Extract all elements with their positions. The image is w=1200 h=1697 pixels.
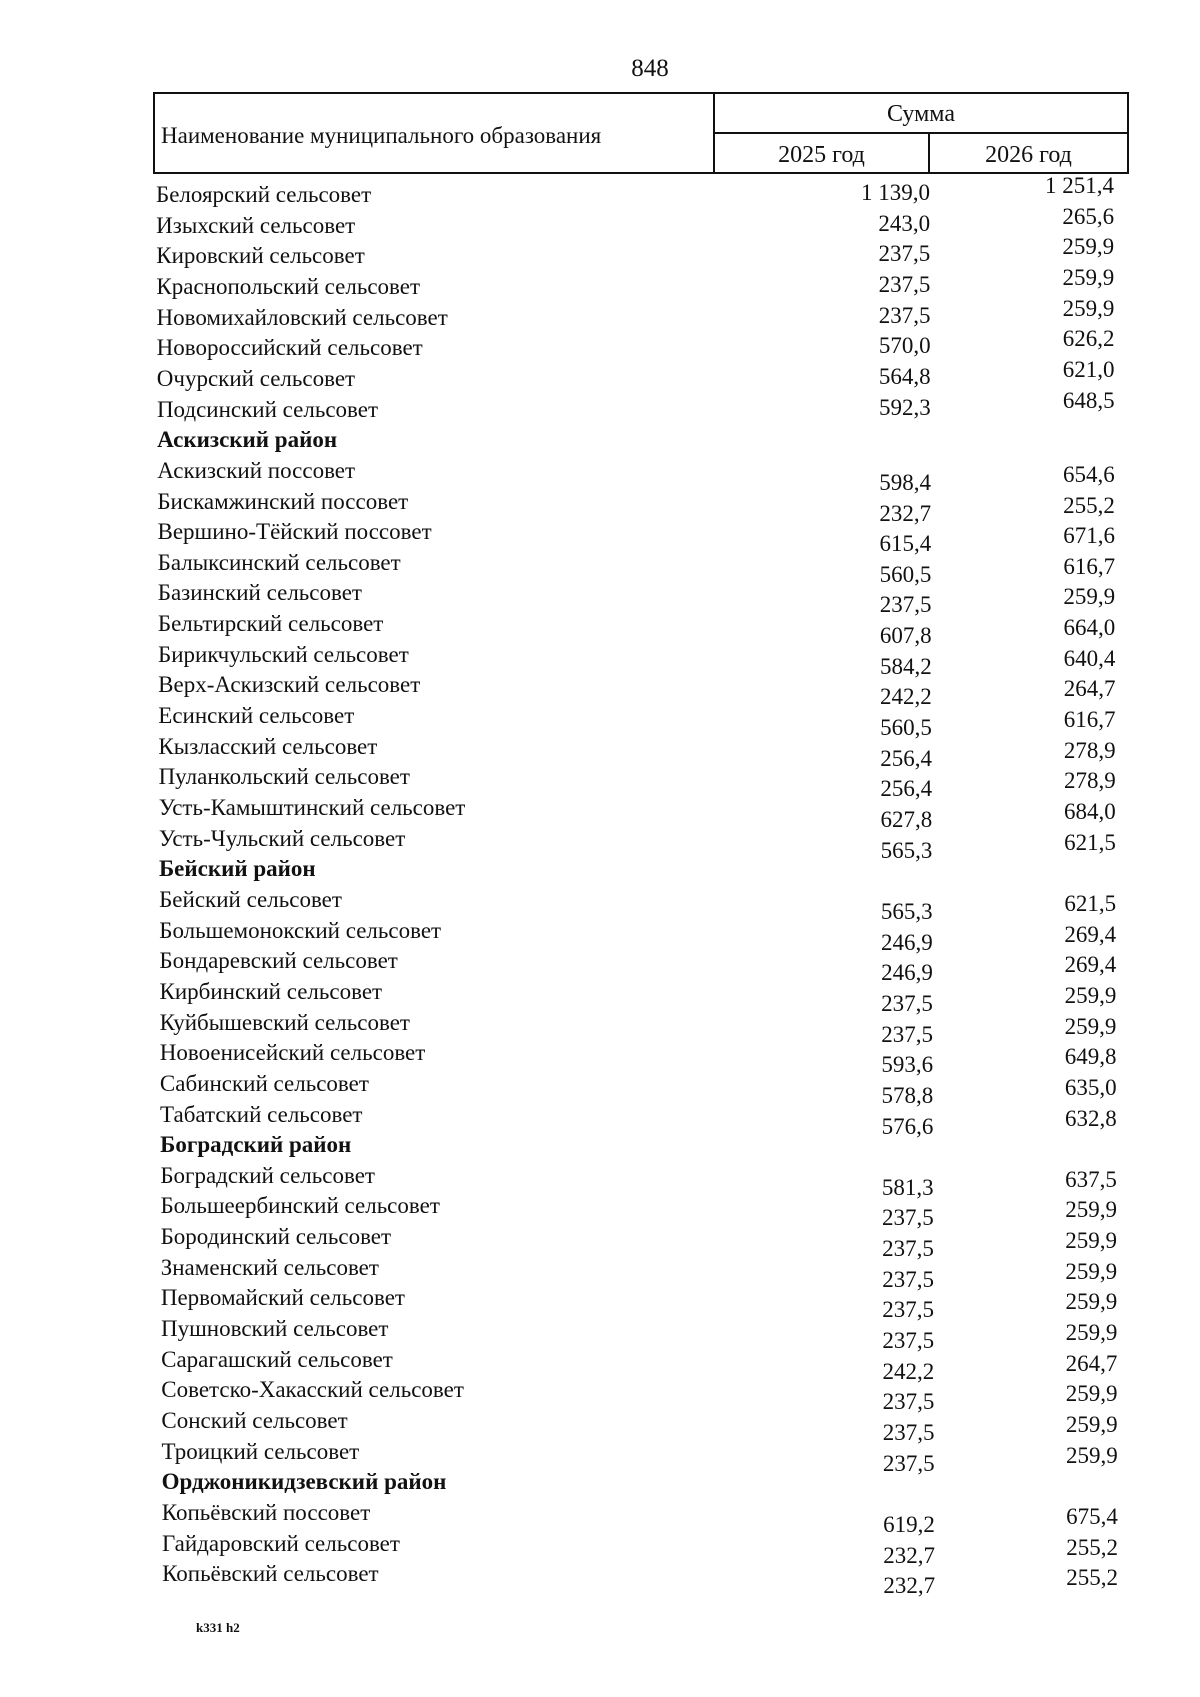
municipality-name: Первомайский сельсовет: [160, 1285, 405, 1311]
value-2025: 619,2: [883, 1511, 935, 1537]
table-row: [0, 1408, 1200, 1445]
value-2026: 259,9: [1065, 1442, 1118, 1468]
table-row: [0, 611, 1200, 649]
table-row: [0, 1101, 1200, 1139]
value-2026: 255,2: [1066, 1534, 1118, 1560]
value-2026: 664,0: [1063, 615, 1116, 641]
municipality-name: Новороссийский сельсовет: [156, 335, 423, 361]
municipality-name: Верх-Аскизский сельсовет: [158, 672, 421, 698]
value-2025: 237,5: [878, 241, 931, 267]
value-2025: 584,2: [879, 653, 932, 679]
value-2026: 259,9: [1065, 1320, 1118, 1346]
value-2026: 278,9: [1063, 768, 1116, 794]
value-2026: 616,7: [1063, 707, 1116, 733]
value-2026: 259,9: [1065, 1381, 1118, 1407]
table-row: [0, 1346, 1200, 1384]
value-2025: 237,5: [882, 1389, 935, 1415]
value-2025: 581,3: [881, 1174, 934, 1200]
table-row: [0, 917, 1200, 955]
municipality-name: Сонский сельсовет: [161, 1408, 348, 1433]
municipality-name: Изыхский сельсовет: [156, 212, 356, 238]
municipality-name: Вершино-Тёйский поссовет: [157, 519, 432, 545]
municipality-name: Гайдаровский сельсовет: [161, 1530, 400, 1556]
value-2026: 259,9: [1062, 234, 1115, 260]
municipality-name: Куйбышевский сельсовет: [159, 1009, 410, 1035]
district-heading-row: [0, 1132, 1200, 1162]
value-2026: 626,2: [1062, 326, 1115, 352]
municipality-name: Очурский сельсовет: [156, 365, 356, 391]
value-2026: 259,9: [1065, 1412, 1118, 1437]
district-heading-row: [0, 1469, 1200, 1499]
value-2025: 237,5: [881, 1021, 934, 1047]
table-row: [0, 672, 1200, 710]
table-row: [0, 886, 1200, 924]
municipality-name: Новомихайловский сельсовет: [156, 304, 448, 330]
municipality-name: Большеербинский сельсовет: [160, 1193, 440, 1219]
value-2025: 242,2: [882, 1358, 935, 1384]
document-code: k331 h2: [196, 1620, 240, 1635]
value-2026: 649,8: [1064, 1044, 1117, 1070]
value-2026: 255,2: [1066, 1565, 1119, 1591]
value-2025: 237,5: [882, 1420, 935, 1445]
table-row: [0, 703, 1200, 741]
value-2025: 242,2: [880, 684, 932, 710]
table-row: [0, 387, 1200, 427]
value-2025: 237,5: [879, 592, 932, 618]
value-2025: 237,5: [881, 1205, 934, 1231]
value-2026: 654,6: [1063, 461, 1115, 487]
column-header-2025: 2025 год: [715, 134, 930, 174]
value-2025: 256,4: [880, 776, 933, 802]
value-2025: 615,4: [879, 531, 932, 557]
table-row: [0, 1316, 1200, 1354]
column-header-sum: Сумма: [715, 94, 1127, 134]
table-row: [0, 1438, 1200, 1476]
district-heading-row: [0, 427, 1200, 457]
value-2026: 648,5: [1062, 387, 1115, 413]
table-row: [0, 1254, 1200, 1292]
value-2025: 237,5: [882, 1266, 934, 1292]
value-2025: 243,0: [878, 210, 931, 236]
value-2026: 621,5: [1064, 890, 1117, 916]
value-2025: 237,5: [882, 1236, 934, 1262]
value-2026: 635,0: [1064, 1074, 1117, 1100]
district-heading: Боградский район: [160, 1132, 352, 1158]
table-row: [0, 549, 1200, 587]
municipality-name: Бискамжинский поссовет: [157, 488, 409, 514]
value-2025: 592,3: [879, 394, 931, 420]
value-2026: 259,9: [1062, 295, 1115, 321]
table-row: [0, 1040, 1200, 1078]
value-2025: 560,5: [879, 561, 932, 587]
value-2026: 640,4: [1063, 645, 1116, 671]
value-2025: 232,7: [879, 500, 932, 526]
value-2026: 269,4: [1064, 952, 1117, 978]
value-2026: 632,8: [1064, 1105, 1117, 1131]
value-2025: 256,4: [880, 745, 933, 771]
value-2025: 564,8: [878, 363, 931, 389]
value-2025: 578,8: [881, 1082, 934, 1108]
value-2025: 232,7: [883, 1542, 935, 1568]
municipality-name: Знаменский сельсовет: [160, 1254, 379, 1280]
municipality-name: Боградский сельсовет: [160, 1162, 375, 1188]
district-heading: Орджоникидзевский район: [161, 1469, 447, 1495]
municipality-name: Большемонокский сельсовет: [159, 917, 442, 943]
table-row: [0, 519, 1200, 557]
district-heading-row: [0, 856, 1200, 886]
table-row: [0, 1285, 1200, 1323]
value-2025: 598,4: [879, 469, 931, 495]
municipality-name: Кировский сельсовет: [156, 243, 365, 269]
table-row: [0, 1499, 1200, 1537]
value-2025: 560,5: [880, 715, 932, 741]
value-2025: 565,3: [880, 837, 933, 863]
municipality-name: Новоенисейский сельсовет: [159, 1040, 426, 1066]
district-heading: Аскизский район: [157, 427, 338, 453]
municipality-name: Краснопольский сельсовет: [156, 273, 421, 299]
municipality-name: Копьёвский поссовет: [161, 1499, 371, 1525]
municipality-name: Бирикчульский сельсовет: [158, 641, 409, 667]
table-row: [0, 457, 1200, 495]
column-header-name: Наименование муниципального образования: [155, 94, 715, 172]
value-2025: 246,9: [881, 960, 933, 986]
municipality-name: Подсинский сельсовет: [156, 396, 379, 422]
value-2026: 259,9: [1062, 264, 1115, 290]
municipality-name: Троицкий сельсовет: [161, 1438, 360, 1464]
municipality-name: Усть-Чульский сельсовет: [158, 825, 406, 851]
value-2026: 259,9: [1064, 1013, 1117, 1039]
value-2025: 1 139,0: [861, 180, 930, 205]
value-2026: 616,7: [1063, 553, 1116, 579]
table-row: [0, 488, 1200, 526]
table-row: [0, 1162, 1200, 1200]
table-row: [0, 1224, 1200, 1262]
value-2026: 265,6: [1062, 203, 1115, 229]
value-2025: 246,9: [880, 929, 933, 955]
value-2026: 259,9: [1065, 1197, 1117, 1223]
value-2025: 565,3: [880, 898, 933, 924]
municipality-name: Кызласский сельсовет: [158, 733, 378, 759]
municipality-name: Копьёвский сельсовет: [162, 1561, 379, 1587]
value-2025: 237,5: [882, 1328, 935, 1354]
municipality-name: Пушновский сельсовет: [160, 1316, 389, 1342]
municipality-name: Пуланкольский сельсовет: [158, 764, 410, 790]
value-2025: 237,5: [882, 1297, 935, 1323]
value-2026: 637,5: [1065, 1166, 1117, 1192]
value-2026: 259,9: [1065, 1228, 1118, 1254]
municipality-name: Бондаревский сельсовет: [159, 948, 398, 974]
municipality-name: Сабинский сельсовет: [159, 1070, 369, 1096]
table-row: [0, 825, 1200, 863]
value-2026: 264,7: [1065, 1350, 1118, 1376]
municipality-name: Бородинский сельсовет: [160, 1224, 392, 1250]
municipality-name: Табатский сельсовет: [160, 1101, 363, 1127]
table-row: [0, 1193, 1200, 1231]
value-2026: 259,9: [1065, 1258, 1118, 1284]
municipality-name: Аскизский поссовет: [157, 457, 356, 483]
value-2026: 621,5: [1064, 829, 1116, 855]
table-row: [0, 948, 1200, 986]
value-2026: 278,9: [1063, 737, 1116, 763]
value-2025: 570,0: [878, 333, 931, 359]
municipality-name: Усть-Камыштинский сельсовет: [158, 795, 466, 820]
value-2026: 259,9: [1064, 982, 1117, 1008]
page-number: 848: [631, 55, 669, 82]
table-row: [0, 733, 1200, 771]
table-row: [0, 795, 1200, 832]
value-2026: 259,9: [1065, 1289, 1118, 1315]
table-row: [0, 1530, 1200, 1568]
column-header-2026: 2026 год: [985, 142, 1072, 168]
value-2026: 264,7: [1063, 676, 1116, 702]
municipality-name: Советско-Хакасский сельсовет: [161, 1377, 464, 1403]
district-heading: Бейский район: [158, 856, 316, 882]
value-2025: 232,7: [883, 1573, 936, 1599]
municipality-name: Бейский сельсовет: [159, 886, 342, 912]
value-2026: 259,9: [1063, 584, 1116, 610]
table-row: [0, 1009, 1200, 1047]
value-2025: 237,5: [882, 1450, 935, 1476]
municipality-name: Балыксинский сельсовет: [157, 549, 401, 575]
value-2025: 237,5: [878, 271, 931, 297]
value-2026: 269,4: [1064, 921, 1117, 947]
value-2026: 255,2: [1063, 492, 1115, 518]
value-2025: 237,5: [878, 302, 931, 328]
value-2025: 627,8: [880, 807, 933, 832]
value-2026: 671,6: [1063, 523, 1115, 549]
municipality-name: Бельтирский сельсовет: [157, 611, 384, 637]
table-row: [0, 1561, 1200, 1599]
table-row: [0, 580, 1200, 618]
value-2025: 576,6: [881, 1113, 934, 1139]
table-row: [0, 1070, 1200, 1108]
municipality-name: Сарагашский сельсовет: [161, 1346, 393, 1372]
value-2025: 593,6: [881, 1052, 934, 1078]
table-row: [0, 978, 1200, 1016]
municipality-name: Есинский сельсовет: [158, 703, 355, 729]
municipality-name: Базинский сельсовет: [157, 580, 362, 606]
value-2025: 237,5: [881, 990, 933, 1016]
municipality-name: Кирбинский сельсовет: [159, 978, 383, 1004]
table-row: [0, 764, 1200, 802]
table-row: [0, 1377, 1200, 1415]
table-row: [0, 641, 1200, 679]
value-2026: 1 251,4: [1045, 173, 1114, 198]
value-2026: 621,0: [1062, 356, 1115, 382]
municipality-name: Белоярский сельсовет: [156, 182, 372, 207]
value-2026: 684,0: [1064, 799, 1116, 824]
value-2026: 675,4: [1066, 1503, 1118, 1529]
value-2025: 607,8: [879, 623, 932, 649]
